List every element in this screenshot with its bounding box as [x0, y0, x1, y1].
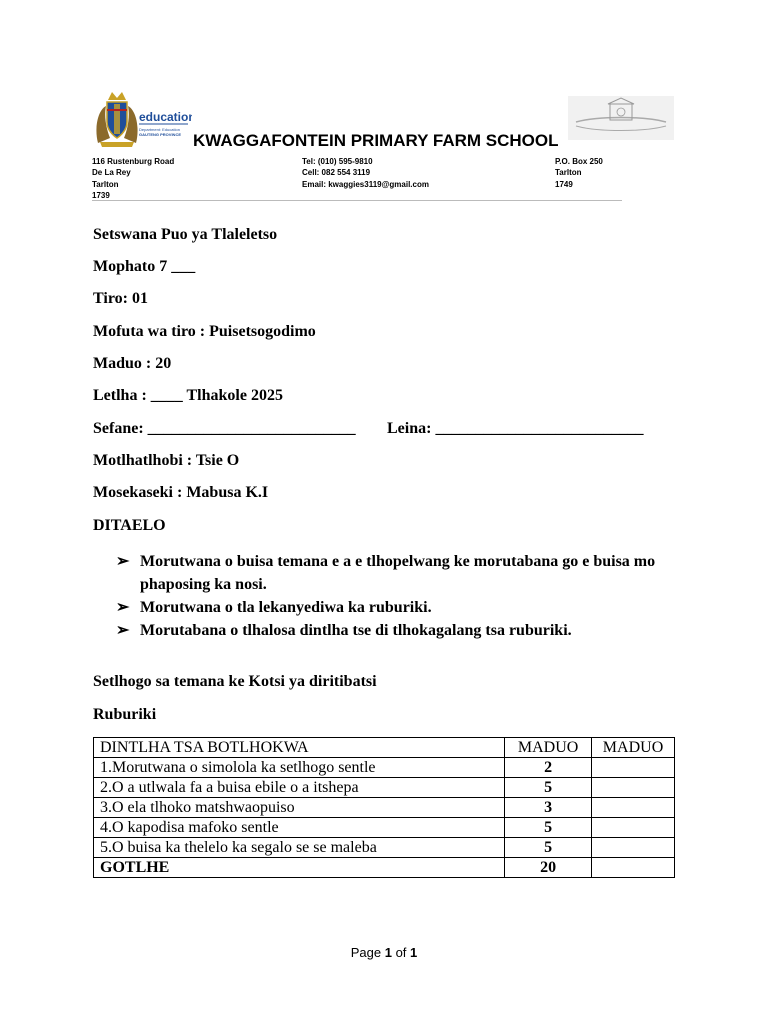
instruction-text: Morutwana o tla lekanyediwa ka ruburiki. [140, 599, 432, 616]
name-field: Leina: __________________________ [387, 420, 644, 437]
criterion-cell: 2.O a utlwala fa a buisa ebile o a itshepa [94, 778, 505, 798]
score-cell[interactable] [592, 758, 675, 778]
logo-subtext: Department: Education [139, 127, 180, 132]
total-label-cell: GOTLHE [94, 858, 505, 878]
topic-line: Setlhogo sa temana ke Kotsi ya diritibatsi [93, 673, 377, 690]
table-row [94, 818, 675, 838]
date-line: Letlha : ____ Tlhakole 2025 [93, 387, 283, 404]
arrow-bullet-icon: ➢ [116, 553, 130, 570]
task-line: Tiro: 01 [93, 290, 148, 307]
grade-line: Mophato 7 ___ [93, 258, 196, 275]
page-total: 1 [410, 945, 418, 960]
list-item [116, 550, 676, 596]
list-item [116, 596, 676, 619]
table-row [94, 758, 675, 778]
school-name: KWAGGAFONTEIN PRIMARY FARM SCHOOL [193, 131, 559, 150]
score-cell[interactable] [592, 778, 675, 798]
address-line: 1739 [92, 190, 110, 200]
page-number: 1 [384, 945, 392, 960]
table-row [94, 838, 675, 858]
contact-email: Email: kwaggies3119@gmail.com [302, 179, 429, 189]
address-line: Tarlton [92, 179, 119, 189]
rubric-table [93, 737, 675, 878]
arrow-bullet-icon: ➢ [116, 599, 130, 616]
max-marks-cell: 5 [505, 818, 592, 838]
column-header: MADUO [505, 738, 592, 758]
rubric-heading: Ruburiki [93, 706, 157, 723]
criterion-cell: 5.O buisa ka thelelo ka segalo se se maleba [94, 838, 505, 858]
instruction-text: Morutwana o buisa temana e a e tlhopelwang ke morutabana go e buisa mo phaposing ka nosi. [140, 553, 656, 593]
max-marks-cell: 5 [505, 838, 592, 858]
total-score-cell[interactable] [592, 858, 675, 878]
score-cell[interactable] [592, 838, 675, 858]
list-item [116, 619, 676, 642]
logo-wordmark: education [139, 110, 192, 124]
address-line: 116 Rustenburg Road [92, 157, 175, 166]
marks-line: Maduo : 20 [93, 355, 172, 372]
criterion-cell: 4.O kapodisa mafoko sentle [94, 818, 505, 838]
school-contact [302, 156, 429, 190]
table-row [94, 798, 675, 818]
page-word: Page [350, 945, 382, 960]
arrow-bullet-icon: ➢ [116, 622, 130, 639]
school-address [92, 156, 174, 201]
header-divider [92, 200, 622, 201]
instructions-list [116, 550, 676, 642]
gauteng-education-logo [92, 88, 192, 150]
task-type-line: Mofuta wa tiro : Puisetsogodimo [93, 323, 316, 340]
criterion-cell: 3.O ela tlhoko matshwaopuiso [94, 798, 505, 818]
address-line: De La Rey [92, 168, 131, 178]
total-marks-cell: 20 [505, 858, 592, 878]
surname-field: Sefane: __________________________ [93, 420, 356, 437]
school-postal-address [555, 156, 603, 190]
criterion-cell: 1.Morutwana o simolola ka setlhogo sentle [94, 758, 505, 778]
table-row [94, 778, 675, 798]
page-footer [0, 945, 768, 960]
instruction-text: Morutabana o tlhalosa dintlha tse di tlhokagalang tsa ruburiki. [140, 622, 572, 639]
max-marks-cell: 5 [505, 778, 592, 798]
contact-cell: Cell: 082 554 3119 [302, 168, 371, 178]
school-emblem-logo [568, 96, 674, 140]
max-marks-cell: 2 [505, 758, 592, 778]
table-header-row [94, 738, 675, 758]
instructions-heading: DITAELO [93, 517, 166, 534]
contact-phone: Tel: (010) 595-9810 [302, 157, 373, 166]
postal-line: 1749 [555, 179, 573, 189]
postal-line: P.O. Box 250 [555, 157, 603, 166]
postal-line: Tarlton [555, 168, 582, 178]
of-word: of [395, 945, 407, 960]
subject-line: Setswana Puo ya Tlaleletso [93, 226, 278, 243]
logo-subtext: GAUTENG PROVINCE [139, 132, 182, 137]
moderator-line: Mosekaseki : Mabusa K.I [93, 484, 269, 501]
table-total-row [94, 858, 675, 878]
score-cell[interactable] [592, 798, 675, 818]
max-marks-cell: 3 [505, 798, 592, 818]
column-header: DINTLHA TSA BOTLHOKWA [94, 738, 505, 758]
column-header: MADUO [592, 738, 675, 758]
score-cell[interactable] [592, 818, 675, 838]
teacher-line: Motlhatlhobi : Tsie O [93, 452, 240, 469]
